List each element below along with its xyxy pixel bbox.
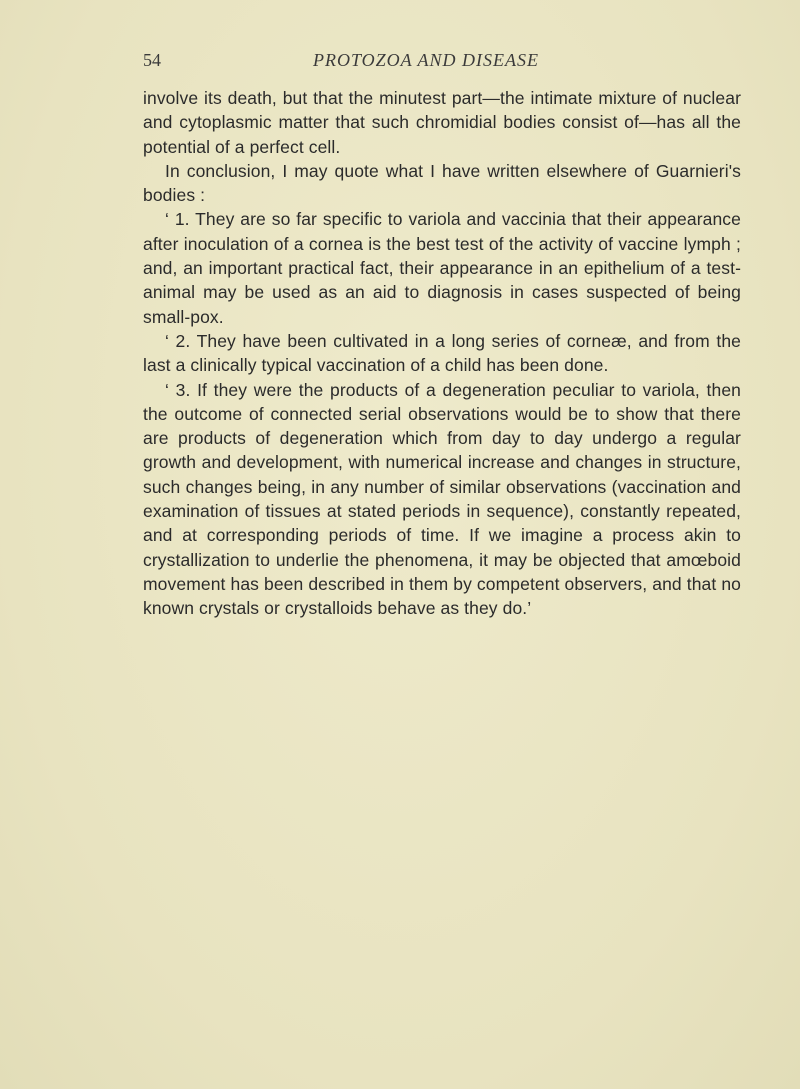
running-title: PROTOZOA AND DISEASE: [313, 50, 540, 70]
running-head: [143, 50, 741, 76]
paragraph-conclusion: In conclusion, I may quote what I have written elsewhere of Guarnieri's bodies :: [143, 160, 741, 206]
page-number: 54: [143, 50, 161, 70]
quote-point-1: ‘ 1. They are so far specific to variola and vaccinia that their appearance after inoculation of a cornea is the best test of the activity of vaccine lymph ; and, an important practical fact, their appearance in an epithelium of a test-animal may be used as an aid to diagnosis in cases suspected of being small-pox.: [143, 209, 741, 327]
quote-point-2: ‘ 2. They have been cultivated in a long series of corneæ, and from the last a clinically typical vaccination of a child has been done.: [143, 330, 741, 376]
quote-point-3: ‘ 3. If they were the products of a degeneration peculiar to variola, then the outcome of connected serial observations would be to show that there are products of degeneration which from day to day undergo a regular growth and development, with numerical increase and changes in structure, such changes being, in any number of similar observations (vaccination and examination of tissues at stated periods in sequence), constantly repeated, and at corresponding periods of time. If we imagine a process akin to crystallization to underlie the phenomena, it may be objected that amœboid movement has been described in them by competent observers, and that no known crystals or crystalloids behave as they do.’: [143, 379, 741, 619]
body-text: [143, 86, 741, 621]
paragraph-continuation: involve its death, but that the minutest part—the intimate mixture of nuclear and cytoplasmic matter that such chromidial bodies consist of—has all the potential of a perfect cell.: [143, 88, 741, 157]
